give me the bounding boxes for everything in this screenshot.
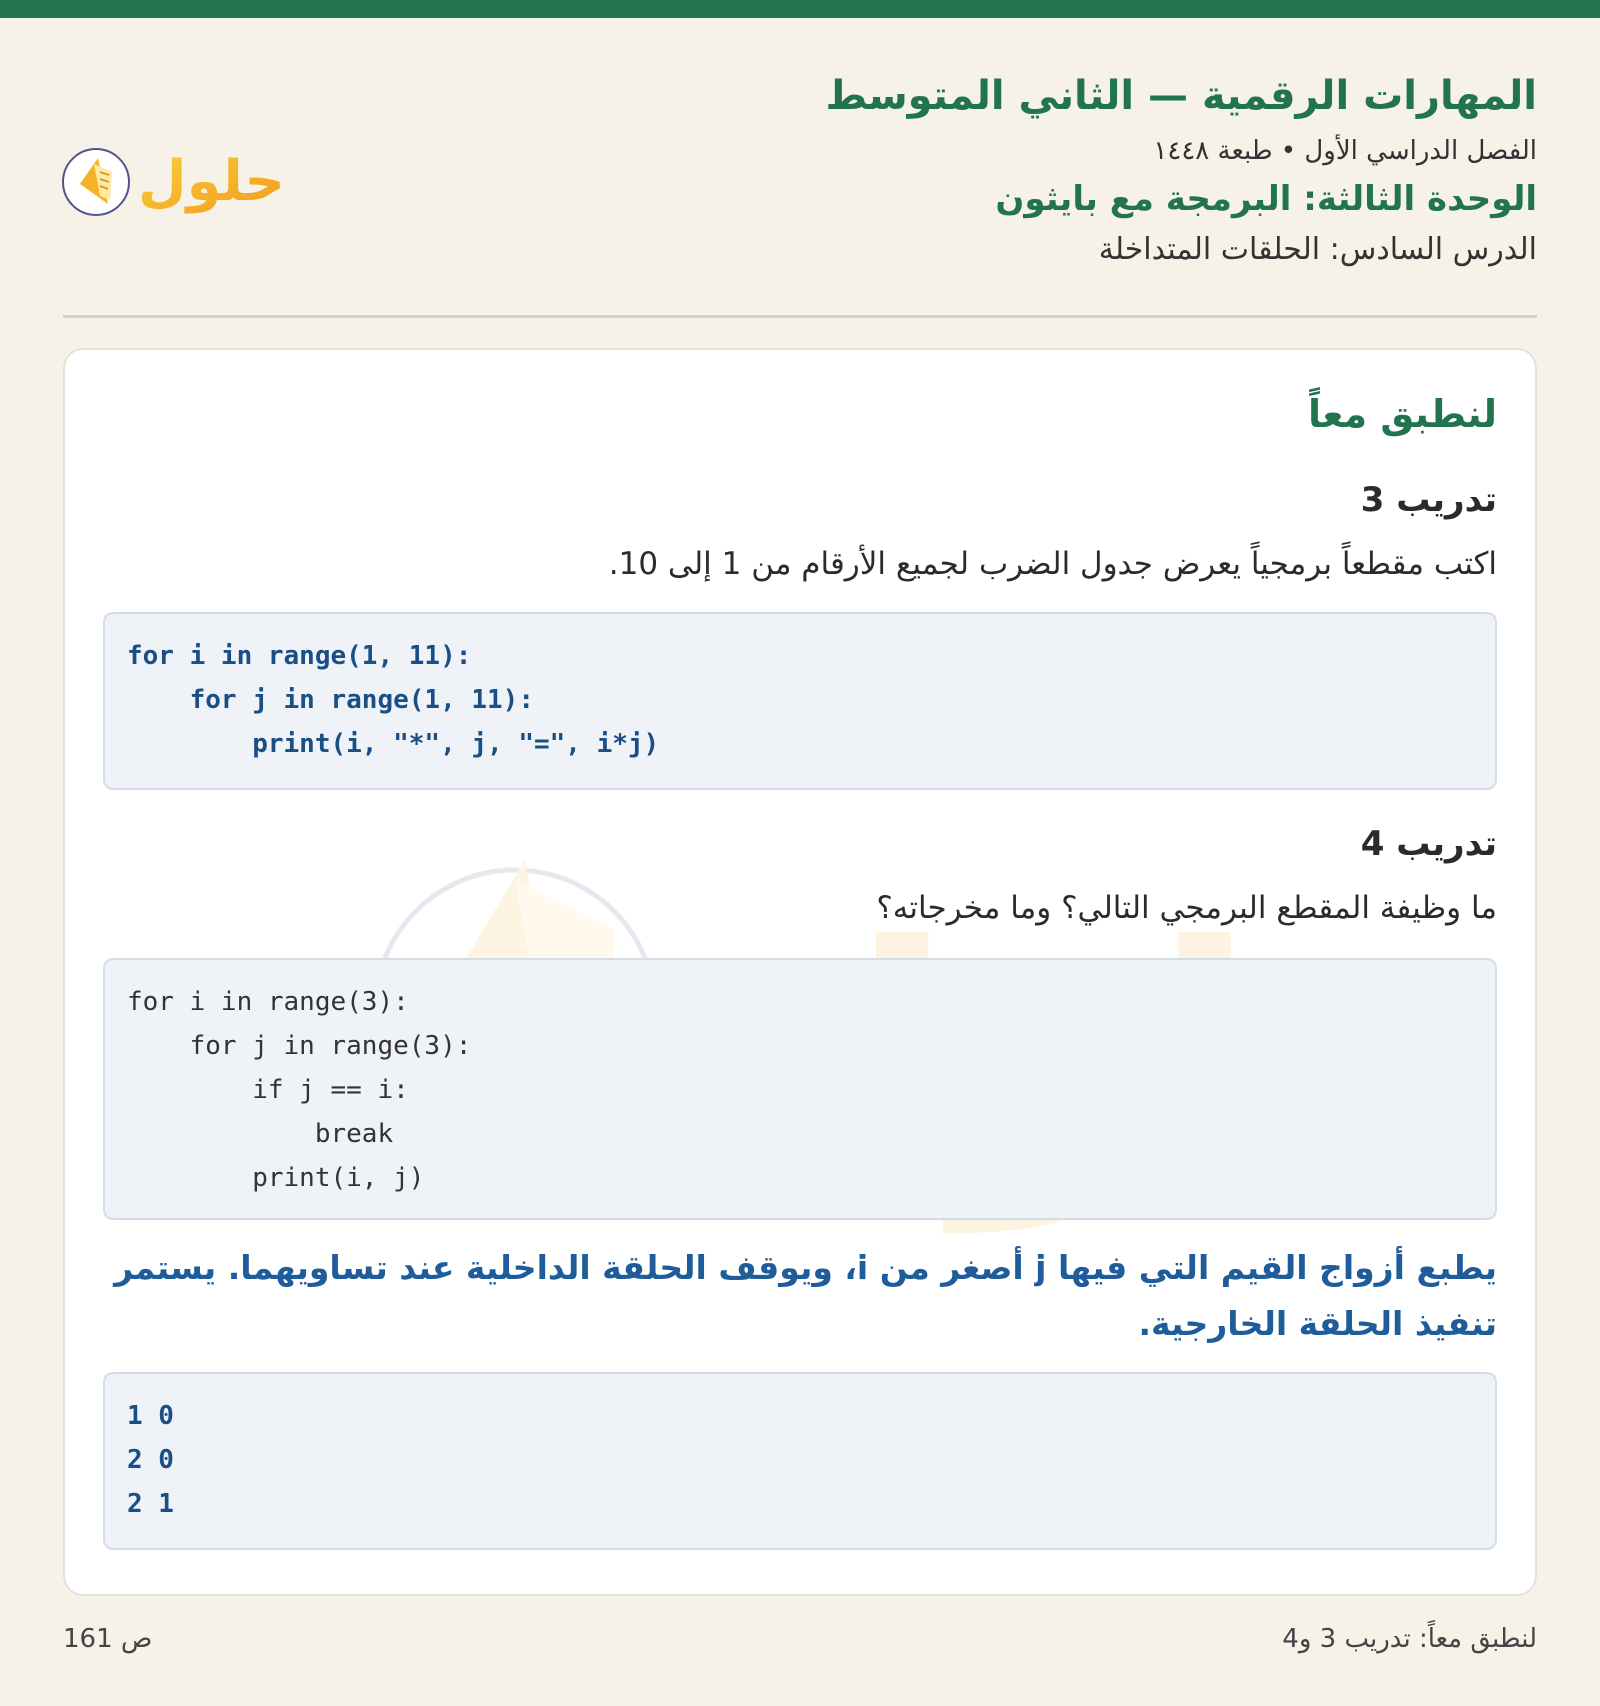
hulul-logo [60, 132, 290, 228]
exercise3-code-block [103, 612, 1497, 790]
book-title: المهارات الرقمية — الثاني المتوسط [825, 73, 1537, 119]
code-line: for i in range(3): [127, 987, 409, 1017]
unit-title: الوحدة الثالثة: البرمجة مع بايثون [995, 179, 1537, 220]
top-accent-bar [0, 0, 1600, 18]
footer-section-label: لنطبق معاً: تدريب 3 و4 [1282, 1624, 1537, 1654]
semester-edition: الفصل الدراسي الأول • طبعة ١٤٤٨ [1153, 136, 1537, 166]
exercise4-answer: يطبع أزواج القيم التي فيها j أصغر من i، ويوقف الحلقة الداخلية عند تساويهما. يستمر تنفيذ الحلقة الخارجية. [114, 1248, 1497, 1343]
page-header [237, 72, 1537, 268]
section-title: لنطبق معاً [1307, 392, 1497, 436]
logo-text: حلول [138, 149, 285, 214]
output-line: 1 0 [127, 1401, 174, 1431]
code-line: for i in range(1, 11): [127, 641, 472, 671]
exercise4-prompt: ما وظيفة المقطع البرمجي التالي؟ وما مخرجاته؟ [876, 890, 1497, 926]
output-line: 2 0 [127, 1445, 174, 1475]
header-divider [63, 315, 1537, 318]
lesson-title: الدرس السادس: الحلقات المتداخلة [1098, 231, 1537, 267]
code-line: for j in range(3): [127, 1031, 472, 1061]
code-line: print(i, "*", j, "=", i*j) [127, 729, 660, 759]
code-line: for j in range(1, 11): [127, 685, 534, 715]
exercise4-output-block [103, 1372, 1497, 1550]
exercise4-title: تدريب 4 [1360, 824, 1497, 864]
code-line: if j == i: [127, 1075, 409, 1105]
exercise4-code-block [103, 958, 1497, 1220]
exercise-card [63, 348, 1537, 1596]
code-line: print(i, j) [127, 1163, 425, 1193]
exercise3-title: تدريب 3 [1360, 480, 1497, 520]
output-line: 2 1 [127, 1489, 174, 1519]
exercise3-prompt: اكتب مقطعاً برمجياً يعرض جدول الضرب لجميع الأرقام من 1 إلى 10. [608, 546, 1497, 582]
code-line: break [127, 1119, 394, 1149]
footer-page-number: ص 161 [63, 1624, 153, 1654]
